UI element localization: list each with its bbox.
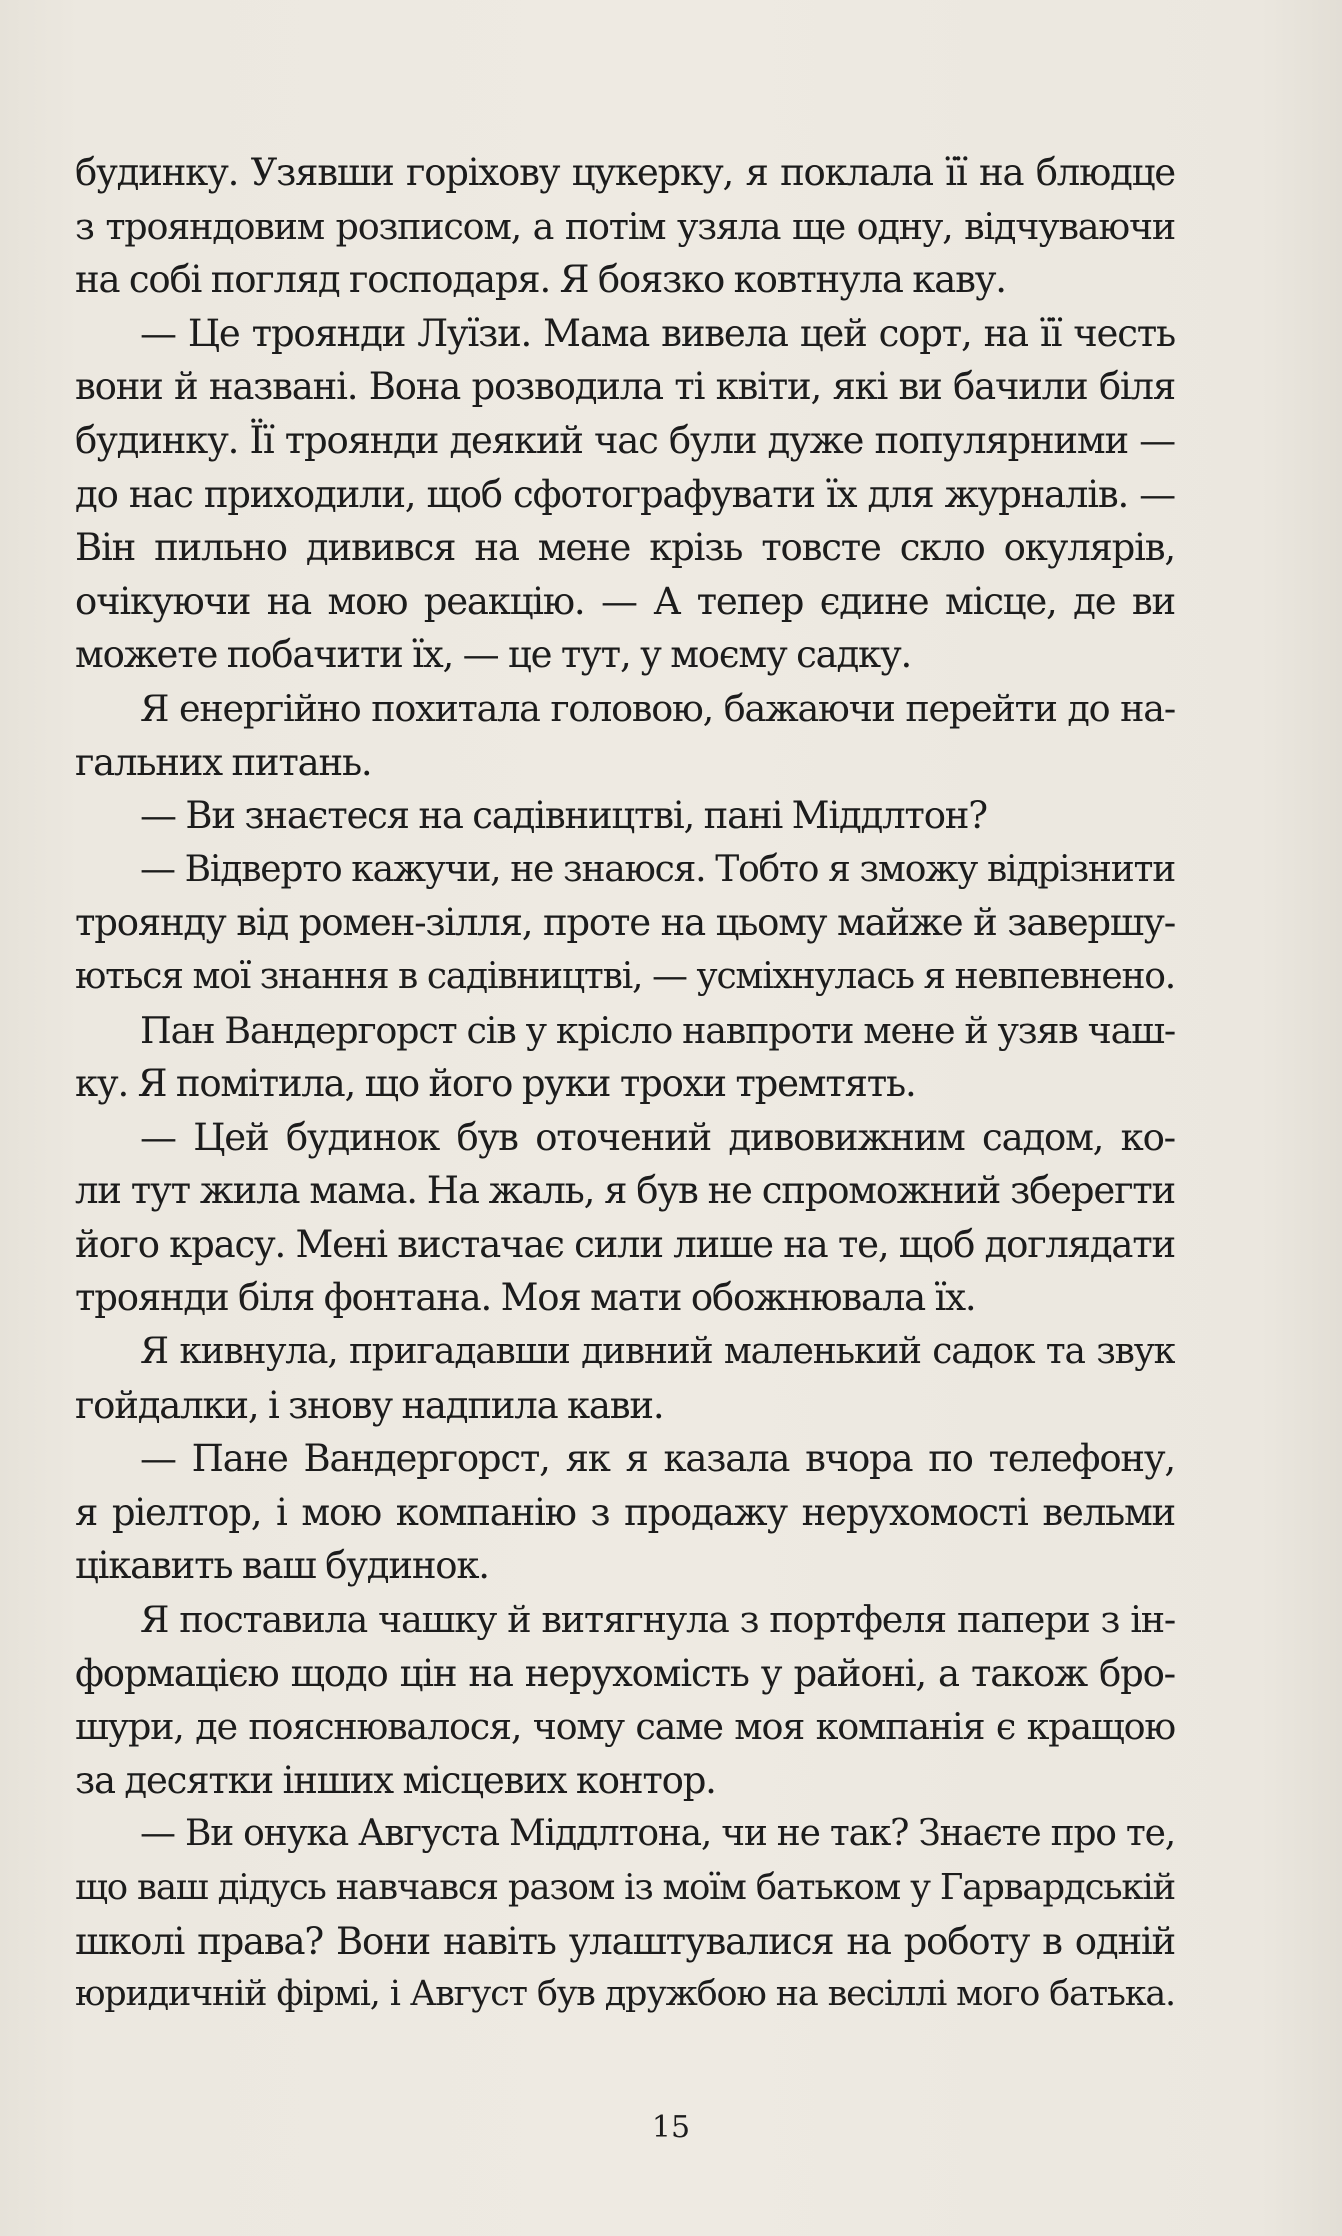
text-line: Я поставила чашку й витягнула з портфеля папери з ін- [140,1598,1175,1642]
text-line: будинку. Її троянди деякий час були дуже популярними — [75,418,1175,462]
text-line: Пан Вандергорст сів у крісло навпроти мене й узяв чаш- [140,1008,1175,1052]
text-line: — Пане Вандергорст, як я казала вчора по телефону, [140,1437,1175,1481]
text-line: юридичній фірмі, і Август був дружбою на весіллі мого батька. [75,1974,1175,2015]
text-line: — Цей будинок був оточений дивовижним садом, ко- [140,1115,1175,1159]
text-line: школі права? Вони навіть улаштувалися на роботу в одній [75,1919,1175,1963]
text-line: Я кивнула, пригадавши дивний маленький садок та звук [140,1331,1175,1373]
text-line: на собі погляд господаря. Я боязко ковтнула каву. [75,258,1006,302]
body-text [75,146,1175,2022]
text-line: цікавить ваш будинок. [75,1544,489,1588]
text-line: будинку. Узявши горіхову цукерку, я поклала її на блюдце [75,151,1175,194]
text-line: Він пильно дивився на мене крізь товсте скло окулярів, [75,526,1175,570]
text-line: з трояндовим розписом, а потім узяла ще одну, відчуваючи [75,204,1175,248]
text-line: — Ви онука Августа Міддлтона, чи не так? Знаєте про те, [140,1813,1175,1855]
text-line: Я енергійно похитала головою, бажаючи перейти до на- [140,686,1175,730]
text-line: очікуючи на мою реакцію. — А тепер єдине місце, де ви [75,579,1175,623]
text-line: троянди біля фонтана. Моя мати обожнювала їх. [75,1276,976,1320]
text-line: можете побачити їх, — це тут, у моєму садку. [75,633,912,677]
text-line: його красу. Мені вистачає сили лише на те, щоб доглядати [75,1222,1175,1266]
text-line: до нас приходили, щоб сфотографувати їх для журналів. — [75,472,1175,516]
text-line: шури, де пояснювалося, чому саме моя компанія є кращою [75,1705,1175,1749]
text-line: ку. Я помітила, що його руки трохи тремтять. [75,1062,916,1106]
page-number: 15 [651,2110,691,2145]
text-line: троянду від ромен-зілля, проте на цьому майже й завершу- [75,901,1175,945]
text-line: — Це троянди Луїзи. Мама вивела цей сорт, на її честь [140,311,1175,355]
text-line: що ваш дідусь навчався разом із моїм батьком у Гарвардській [75,1867,1175,1908]
text-line: — Відверто кажучи, не знаюся. Тобто я зможу відрізнити [140,848,1175,890]
text-line: за десятки інших місцевих контор. [75,1758,716,1802]
text-line: я ріелтор, і мою компанію з продажу нерухомості вельми [75,1490,1175,1534]
text-line: гальних питань. [75,740,372,784]
text-line: ються мої знання в садівництві, — усміхнулась я невпевнено. [75,955,1175,997]
text-line: — Ви знаєтеся на садівництві, пані Міддлтон? [140,794,987,838]
text-line: гойдалки, і знову надпила кави. [75,1383,664,1427]
text-line: формацією щодо цін на нерухомість у районі, а також бро- [75,1651,1175,1695]
text-line: ли тут жила мама. На жаль, я був не спроможний зберегти [75,1169,1175,1213]
text-line: вони й названі. Вона розводила ті квіти, які ви бачили біля [75,365,1175,409]
